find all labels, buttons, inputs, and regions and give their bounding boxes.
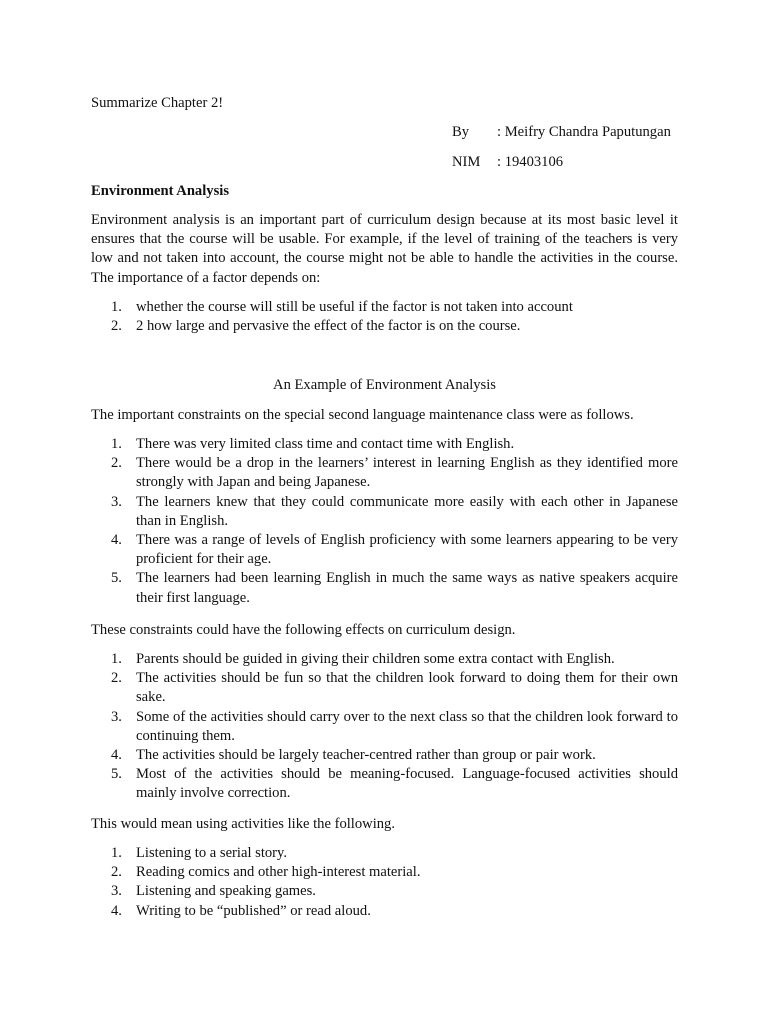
constraints-list: [91, 435, 678, 608]
nim-value: : 19403106: [497, 154, 564, 170]
factor-list: [91, 298, 678, 336]
list-item: 1. whether the course will still be useful if the factor is not taken into account: [111, 299, 573, 315]
list-item: 5. Most of the activities should be meaning-focused. Language-focused activities should mainly involve correction.: [111, 766, 678, 802]
list-item: 2. The activities should be fun so that the children look forward to doing them for their own sake.: [111, 670, 678, 706]
constraints-intro: The important constraints on the special second language maintenance class were as follows.: [91, 407, 634, 423]
intro-paragraph: Environment analysis is an important part of curriculum design because at its most basic level it ensures that the course will be usable. For example, if the level of training of the teachers is very low and not taken into account, the course might not be able to handle the activities in the course. The importance of a factor depends on:: [91, 212, 678, 286]
list-item: 3. Some of the activities should carry over to the next class so that the children look forward to continuing them.: [111, 708, 678, 744]
list-item: 2. 2 how large and pervasive the effect of the factor is on the course.: [111, 318, 521, 335]
list-item: 1. There was very limited class time and contact time with English.: [111, 436, 515, 452]
list-item: 4. There was a range of levels of English proficiency with some learners appearing to be very proficient for their age.: [111, 532, 678, 568]
list-item: 2. There would be a drop in the learners’ interest in learning English as they identified more strongly with Japan and being Japanese.: [111, 455, 678, 491]
section-heading: Environment Analysis: [91, 183, 229, 199]
document-page: [91, 0, 678, 1024]
activities-list: [91, 844, 678, 921]
effects-list: [91, 650, 678, 804]
list-item: 4. The activities should be largely teacher-centred rather than group or pair work.: [111, 747, 596, 764]
activities-intro: This would mean using activities like the following.: [91, 816, 395, 832]
author-name: : Meifry Chandra Paputungan: [497, 124, 671, 140]
list-item: 1. Parents should be guided in giving their children some extra contact with English.: [111, 651, 615, 667]
list-item: 1. Listening to a serial story.: [111, 845, 288, 861]
list-item: 5. The learners had been learning English in much the same ways as native speakers acquire their first language.: [111, 570, 678, 606]
nim-label: NIM: [452, 154, 481, 170]
example-heading: An Example of Environment Analysis: [273, 377, 496, 393]
list-item: 4. Writing to be “published” or read aloud.: [111, 902, 371, 919]
list-item: 3. Listening and speaking games.: [111, 883, 316, 900]
list-item: 3. The learners knew that they could communicate more easily with each other in Japanese than in English.: [111, 493, 678, 529]
list-item: 2. Reading comics and other high-interest material.: [111, 864, 421, 881]
author-row: [452, 123, 671, 142]
effects-intro: These constraints could have the following effects on curriculum design.: [91, 622, 516, 638]
document-title: Summarize Chapter 2!: [91, 95, 224, 111]
by-label: By: [452, 124, 470, 140]
nim-row: [452, 153, 563, 172]
